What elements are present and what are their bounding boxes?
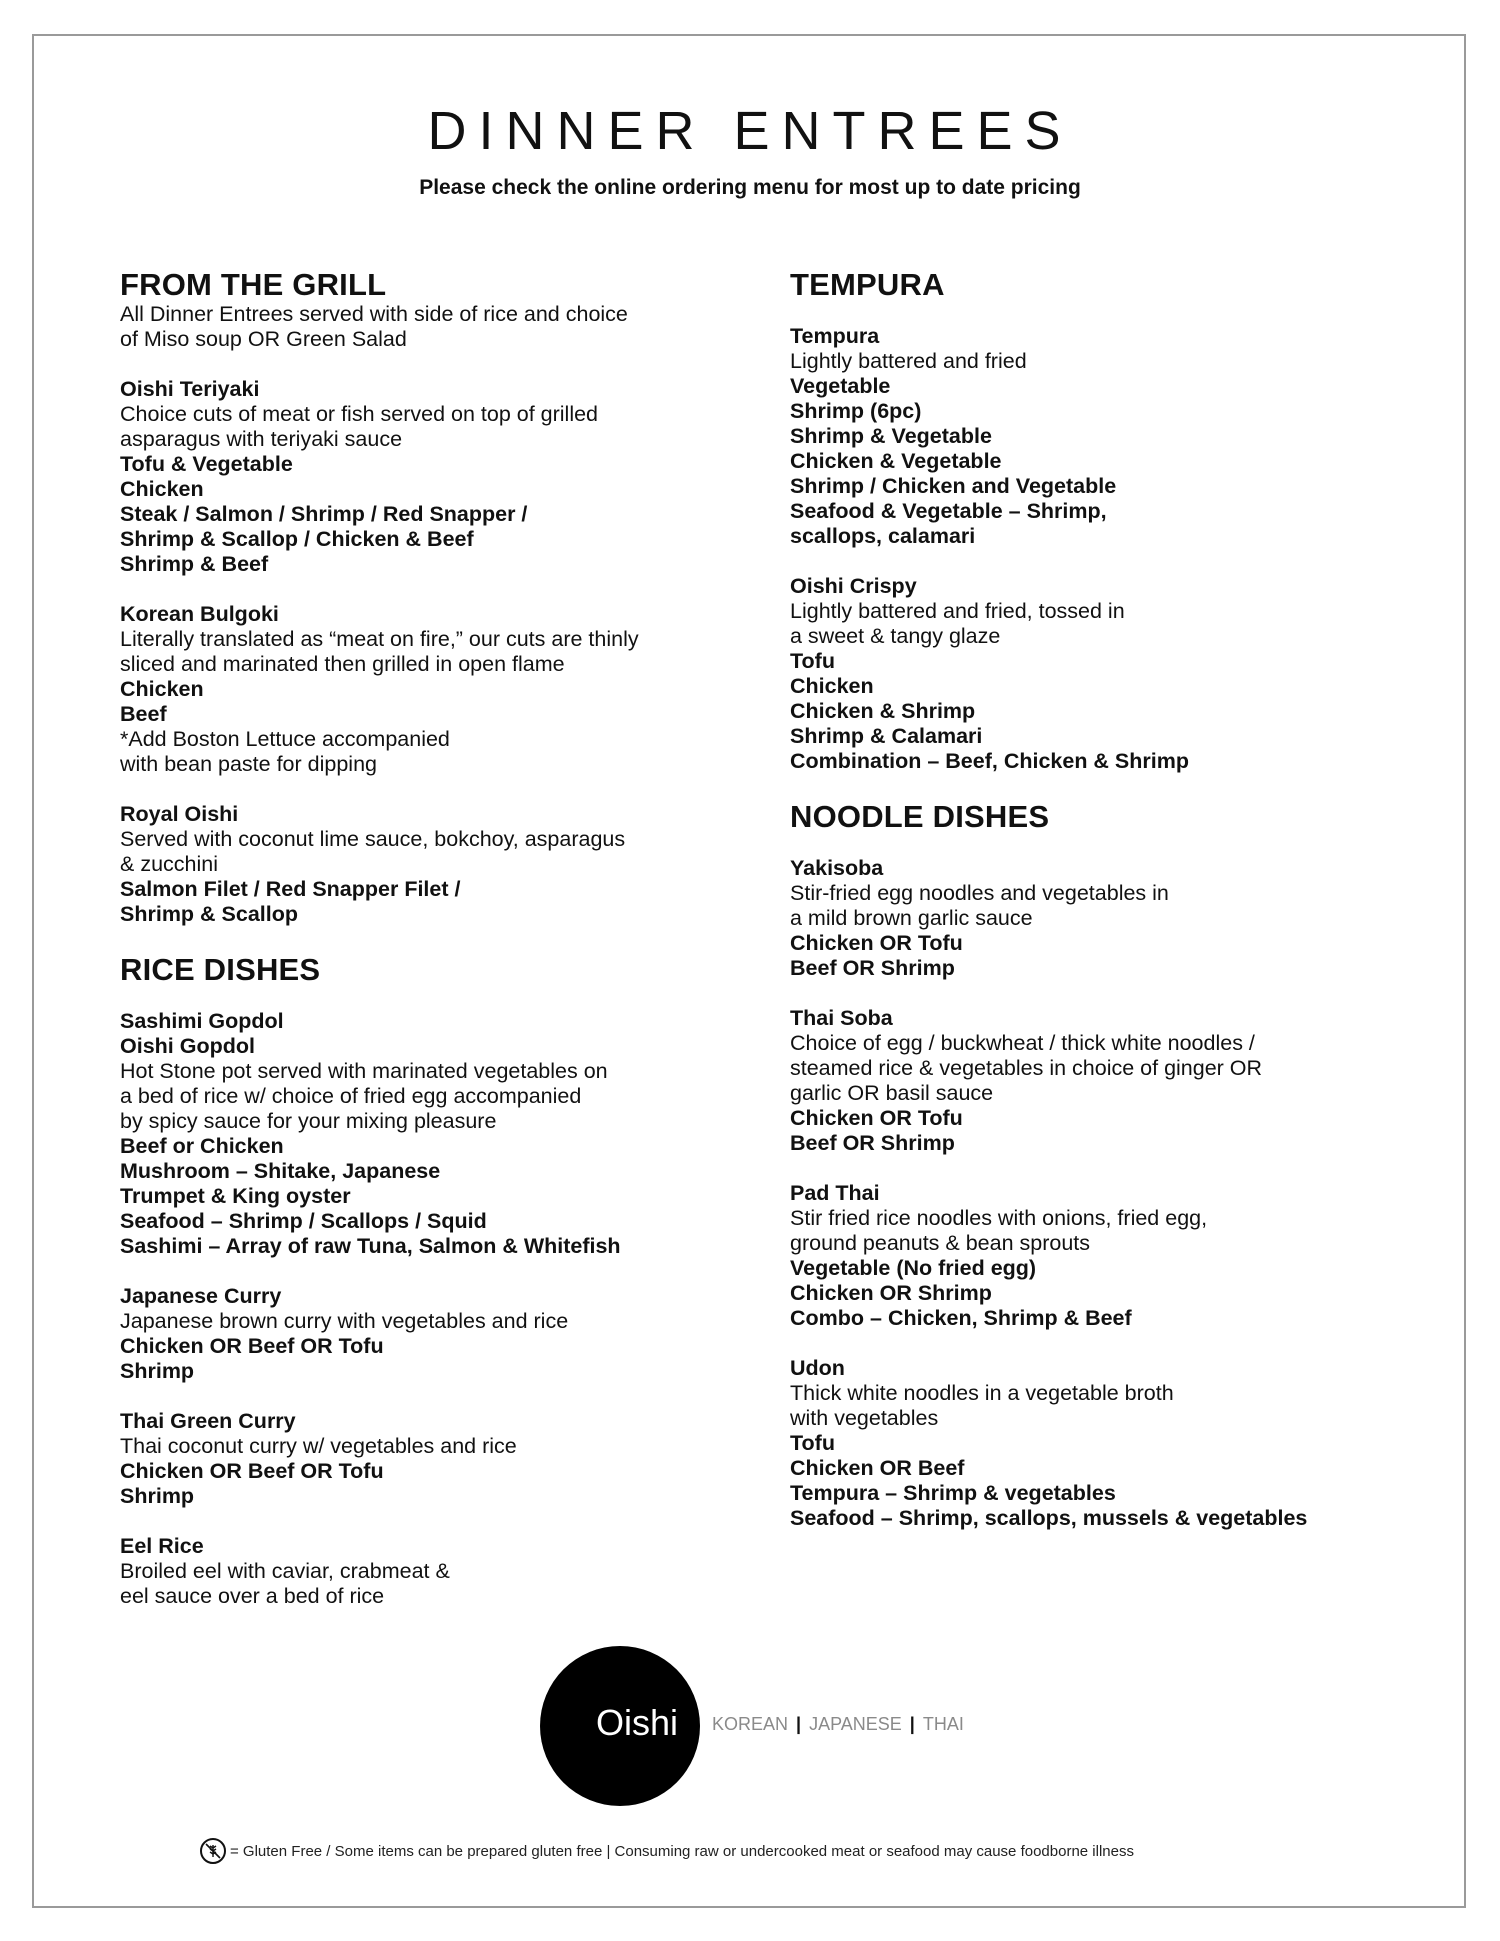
item-desc: Thai coconut curry w/ vegetables and rice	[120, 1434, 517, 1458]
item-option: Beef OR Shrimp	[790, 956, 955, 980]
pricing-notice: Please check the online ordering menu for most up to date pricing	[419, 176, 1081, 199]
item-option: Shrimp	[120, 1359, 195, 1383]
item-desc: with vegetables	[790, 1406, 939, 1430]
item-option: Chicken & Shrimp	[790, 699, 976, 723]
section-noodle-dishes	[790, 800, 1450, 1531]
item-option: Chicken OR Beef OR Tofu	[120, 1334, 384, 1358]
tagline-item: KOREAN	[712, 1714, 789, 1734]
tagline-item: THAI	[922, 1714, 964, 1734]
item-option: Chicken	[120, 677, 204, 701]
item-option: Beef or Chicken	[120, 1134, 284, 1158]
item-option: Combo – Chicken, Shrimp & Beef	[790, 1306, 1132, 1330]
item-name: Udon	[790, 1356, 845, 1380]
item-desc: a mild brown garlic sauce	[790, 906, 1033, 930]
item-option: scallops, calamari	[790, 524, 976, 548]
item-option: Tempura – Shrimp & vegetables	[790, 1481, 1116, 1505]
item-note: with bean paste for dipping	[120, 752, 377, 776]
item-name: Royal Oishi	[120, 802, 239, 826]
item-option: Chicken & Vegetable	[790, 449, 1002, 473]
section-tempura	[790, 268, 1450, 774]
menu-item-korean-bulgoki	[120, 602, 760, 777]
item-desc: & zucchini	[120, 852, 218, 876]
item-option: Vegetable	[790, 374, 891, 398]
menu-item-gopdol	[120, 1009, 760, 1259]
item-name: Tempura	[790, 324, 880, 348]
section-title: RICE DISHES	[120, 952, 321, 987]
item-desc: Hot Stone pot served with marinated vegetables on	[120, 1059, 608, 1083]
menu-item-yakisoba	[790, 856, 1450, 981]
item-option: Chicken	[120, 477, 204, 501]
item-option: Chicken OR Tofu	[790, 1106, 963, 1130]
menu-item-udon	[790, 1356, 1450, 1531]
item-option: Shrimp	[120, 1484, 195, 1508]
item-option: Chicken OR Tofu	[790, 931, 963, 955]
item-name: Pad Thai	[790, 1181, 880, 1205]
item-name: Thai Soba	[790, 1006, 893, 1030]
menu-item-eel-rice	[120, 1534, 760, 1609]
menu-item-royal-oishi	[120, 802, 760, 927]
section-title: FROM THE GRILL	[120, 267, 387, 302]
item-name: Yakisoba	[790, 856, 884, 880]
item-name: Korean Bulgoki	[120, 602, 279, 626]
item-desc: Choice cuts of meat or fish served on top of grilled	[120, 402, 599, 426]
item-option: Salmon Filet / Red Snapper Filet /	[120, 877, 461, 901]
item-desc: Thick white noodles in a vegetable broth	[790, 1381, 1174, 1405]
footer-text: = Gluten Free / Some items can be prepared gluten free | Consuming raw or undercooked meat or seafood may cause foodborne illness	[230, 1842, 1134, 1860]
intro-line: of Miso soup OR Green Salad	[120, 327, 407, 351]
logo-wordmark: Oishi	[596, 1702, 679, 1743]
section-intro	[120, 302, 760, 352]
item-desc: ground peanuts & bean sprouts	[790, 1231, 1091, 1255]
menu-item-thai-soba	[790, 1006, 1450, 1156]
item-desc: Literally translated as “meat on fire,” our cuts are thinly	[120, 627, 639, 651]
item-option: Chicken OR Beef OR Tofu	[120, 1459, 384, 1483]
item-desc: Stir-fried egg noodles and vegetables in	[790, 881, 1169, 905]
item-desc: a sweet & tangy glaze	[790, 624, 1001, 648]
item-option: Mushroom – Shitake, Japanese	[120, 1159, 441, 1183]
section-title: NOODLE DISHES	[790, 799, 1050, 834]
item-option: Chicken OR Beef	[790, 1456, 965, 1480]
item-option: Shrimp & Calamari	[790, 724, 983, 748]
item-desc: asparagus with teriyaki sauce	[120, 427, 403, 451]
item-option: Shrimp (6pc)	[790, 399, 922, 423]
menu-item-pad-thai	[790, 1181, 1450, 1331]
item-option: Seafood – Shrimp, scallops, mussels & vegetables	[790, 1506, 1308, 1530]
item-name: Oishi Teriyaki	[120, 377, 260, 401]
item-option: Vegetable (No fried egg)	[790, 1256, 1037, 1280]
item-option: Seafood – Shrimp / Scallops / Squid	[120, 1209, 487, 1233]
item-desc: steamed rice & vegetables in choice of ginger OR	[790, 1056, 1263, 1080]
intro-line: All Dinner Entrees served with side of rice and choice	[120, 302, 628, 326]
item-option: Shrimp / Chicken and Vegetable	[790, 474, 1117, 498]
item-option: Seafood & Vegetable – Shrimp,	[790, 499, 1107, 523]
section-from-the-grill	[120, 268, 760, 927]
item-option: Shrimp & Vegetable	[790, 424, 992, 448]
item-desc: sliced and marinated then grilled in open flame	[120, 652, 565, 676]
item-note: *Add Boston Lettuce accompanied	[120, 727, 450, 751]
item-desc: garlic OR basil sauce	[790, 1081, 994, 1105]
item-option: Tofu	[790, 649, 835, 673]
page-title: DINNER ENTREES	[427, 101, 1073, 161]
item-option: Combination – Beef, Chicken & Shrimp	[790, 749, 1189, 773]
section-rice-dishes	[120, 953, 760, 1609]
menu-item-tempura	[790, 324, 1450, 549]
item-desc: eel sauce over a bed of rice	[120, 1584, 385, 1608]
item-desc: Choice of egg / buckwheat / thick white noodles /	[790, 1031, 1255, 1055]
item-name: Eel Rice	[120, 1534, 204, 1558]
menu-item-oishi-crispy	[790, 574, 1450, 774]
item-desc: Lightly battered and fried	[790, 349, 1027, 373]
left-column	[120, 268, 760, 1635]
menu-item-oishi-teriyaki	[120, 377, 760, 577]
right-column	[790, 268, 1450, 1557]
item-option: Steak / Salmon / Shrimp / Red Snapper /	[120, 502, 528, 526]
item-name: Thai Green Curry	[120, 1409, 296, 1433]
item-desc: Lightly battered and fried, tossed in	[790, 599, 1125, 623]
menu-item-thai-green-curry	[120, 1409, 760, 1509]
item-name: Oishi Crispy	[790, 574, 917, 598]
item-option: Sashimi – Array of raw Tuna, Salmon & Whitefish	[120, 1234, 621, 1258]
item-name: Oishi Gopdol	[120, 1034, 255, 1058]
item-option: Beef OR Shrimp	[790, 1131, 955, 1155]
item-option: Shrimp & Scallop / Chicken & Beef	[120, 527, 474, 551]
item-option: Shrimp & Beef	[120, 552, 269, 576]
item-desc: by spicy sauce for your mixing pleasure	[120, 1109, 497, 1133]
menu-item-japanese-curry	[120, 1284, 760, 1384]
item-option: Tofu & Vegetable	[120, 452, 293, 476]
footer-disclaimer	[200, 1838, 1300, 1864]
item-option: Trumpet & King oyster	[120, 1184, 351, 1208]
section-title: TEMPURA	[790, 267, 945, 302]
item-name: Sashimi Gopdol	[120, 1009, 284, 1033]
item-option: Beef	[120, 702, 167, 726]
tagline-item: JAPANESE	[809, 1714, 902, 1734]
item-name: Japanese Curry	[120, 1284, 282, 1308]
item-desc: Japanese brown curry with vegetables and rice	[120, 1309, 569, 1333]
item-option: Shrimp & Scallop	[120, 902, 299, 926]
item-option: Chicken	[790, 674, 874, 698]
item-desc: Broiled eel with caviar, crabmeat &	[120, 1559, 450, 1583]
brand-tagline: KOREAN | JAPANESE | THAI	[712, 1714, 964, 1734]
item-option: Chicken OR Shrimp	[790, 1281, 992, 1305]
item-desc: Stir fried rice noodles with onions, fried egg,	[790, 1206, 1208, 1230]
item-desc: a bed of rice w/ choice of fried egg accompanied	[120, 1084, 582, 1108]
gluten-free-icon	[200, 1838, 226, 1864]
item-desc: Served with coconut lime sauce, bokchoy, asparagus	[120, 827, 626, 851]
item-option: Tofu	[790, 1431, 835, 1455]
